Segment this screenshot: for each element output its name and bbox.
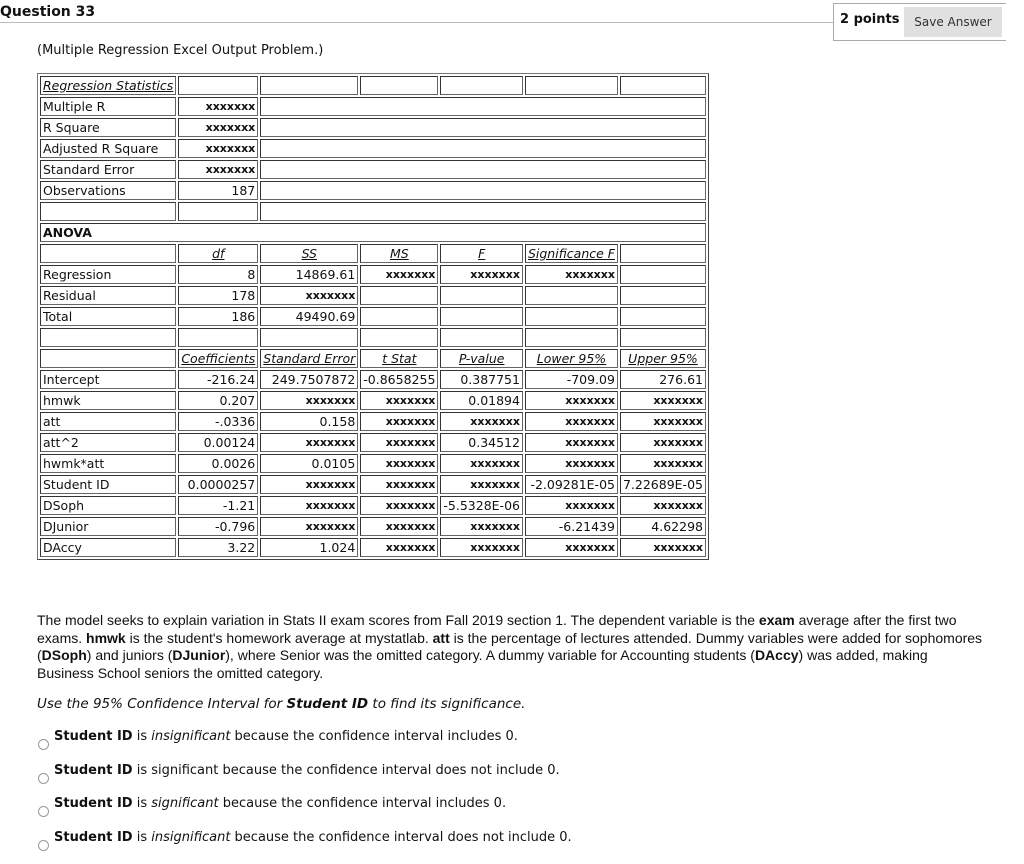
description-text: The model seeks to explain variation in Stats II exam scores from Fall 2019 section 1. The dependent variable is the (37, 612, 759, 628)
radio-button[interactable] (38, 806, 49, 817)
table-cell: xxxxxxx (620, 433, 706, 452)
stats-row (40, 118, 706, 137)
table-cell: Total (40, 307, 176, 326)
option-label (54, 796, 506, 811)
table-cell (260, 76, 358, 95)
table-cell: 0.00124 (178, 433, 258, 452)
table-cell (620, 76, 706, 95)
points-label: 2 points (840, 12, 900, 27)
stats-row (40, 97, 706, 116)
table-cell: 14869.61 (260, 265, 358, 284)
table-cell: DJunior (40, 517, 176, 536)
table-cell: xxxxxxx (525, 433, 618, 452)
table-cell: xxxxxxx (525, 538, 618, 557)
table-cell: xxxxxxx (440, 412, 523, 431)
table-cell: hmwk (40, 391, 176, 410)
blank-row (40, 202, 706, 221)
table-cell (620, 307, 706, 326)
stats-row (40, 160, 706, 179)
divider (0, 22, 840, 23)
description-text: average after the first two exams. (37, 612, 957, 646)
variable-name: att (432, 629, 450, 646)
table-cell: Regression Statistics (40, 76, 176, 95)
table-cell: xxxxxxx (178, 97, 258, 116)
description-text: ) and juniors ( (86, 647, 173, 663)
table-cell (40, 202, 176, 221)
anova-header-row (40, 244, 706, 263)
table-cell (260, 97, 706, 116)
table-cell: xxxxxxx (360, 265, 438, 284)
option-text: because the confidence interval includes 0. (230, 729, 518, 744)
table-cell: 4.62298 (620, 517, 706, 536)
table-cell: xxxxxxx (360, 517, 438, 536)
table-cell: DAccy (40, 538, 176, 557)
anova-row (40, 286, 706, 305)
table-cell: -5.5328E-06 (440, 496, 523, 515)
coef-row (40, 517, 706, 536)
table-cell: xxxxxxx (440, 517, 523, 536)
table-cell (620, 328, 706, 347)
table-cell (525, 286, 618, 305)
table-cell: 0.0105 (260, 454, 358, 473)
table-cell: xxxxxxx (260, 391, 358, 410)
table-cell: MS (360, 244, 438, 263)
table-cell (360, 76, 438, 95)
variable-name: DJunior (172, 647, 226, 663)
option-text: significant (151, 796, 219, 811)
table-cell: xxxxxxx (260, 496, 358, 515)
coef-row (40, 454, 706, 473)
table-cell: SS (260, 244, 358, 263)
table-cell: xxxxxxx (440, 538, 523, 557)
option-text: is (132, 729, 152, 744)
table-cell: Residual (40, 286, 176, 305)
table-cell: xxxxxxx (620, 496, 706, 515)
table-cell: xxxxxxx (360, 475, 438, 494)
table-cell (620, 265, 706, 284)
option-text: is significant because the confidence interval does not include 0. (132, 762, 560, 778)
table-cell: xxxxxxx (360, 538, 438, 557)
table-cell: 0.207 (178, 391, 258, 410)
table-cell: xxxxxxx (620, 454, 706, 473)
option-text: Student ID (54, 829, 133, 845)
description-text: ), where Senior was the omitted category. A dummy variable for Accounting students ( (225, 647, 755, 663)
table-cell: att (40, 412, 176, 431)
option-label (54, 729, 518, 744)
table-cell: Coefficients (178, 349, 258, 368)
anova-row (40, 307, 706, 326)
table-cell: 178 (178, 286, 258, 305)
blank-row (40, 328, 706, 347)
table-cell (440, 286, 523, 305)
coef-header-row (40, 349, 706, 368)
table-cell: xxxxxxx (440, 265, 523, 284)
table-cell (360, 307, 438, 326)
coef-row (40, 433, 706, 452)
variable-name: DAccy (754, 647, 799, 663)
question-instruction: Use the 95% Confidence Interval for Student ID to find its significance. (37, 696, 526, 712)
coef-row (40, 538, 706, 557)
variable-name: DSoph (41, 647, 87, 663)
table-cell: 0.34512 (440, 433, 523, 452)
table-cell: xxxxxxx (360, 496, 438, 515)
table-cell: 0.158 (260, 412, 358, 431)
anova-title-row (40, 223, 706, 242)
table-cell (525, 328, 618, 347)
table-cell: xxxxxxx (260, 433, 358, 452)
table-cell: 0.0000257 (178, 475, 258, 494)
table-cell: xxxxxxx (440, 475, 523, 494)
table-cell: xxxxxxx (620, 538, 706, 557)
table-cell (260, 202, 706, 221)
option-text: insignificant (151, 729, 231, 744)
regression-output-table (37, 73, 709, 560)
stats-header-row (40, 76, 706, 95)
question-intro: (Multiple Regression Excel Output Problem.) (37, 43, 324, 58)
table-cell (360, 286, 438, 305)
table-cell: Student ID (40, 475, 176, 494)
table-cell: xxxxxxx (178, 160, 258, 179)
table-cell (440, 328, 523, 347)
table-cell: Standard Error (260, 349, 358, 368)
table-cell: 186 (178, 307, 258, 326)
option-text: is (132, 829, 152, 845)
radio-button[interactable] (38, 739, 49, 750)
table-cell: 7.22689E-05 (620, 475, 706, 494)
table-cell: xxxxxxx (260, 475, 358, 494)
table-cell: P-value (440, 349, 523, 368)
option-text: Student ID (54, 796, 133, 811)
table-cell (40, 244, 176, 263)
table-cell: xxxxxxx (525, 391, 618, 410)
option-text: because the confidence interval includes 0. (218, 796, 507, 811)
coef-row (40, 412, 706, 431)
coef-row (40, 391, 706, 410)
table-cell (525, 76, 618, 95)
stats-row (40, 181, 706, 200)
option-text: Student ID (54, 729, 133, 744)
table-cell: F (440, 244, 523, 263)
table-cell: 187 (178, 181, 258, 200)
table-cell: xxxxxxx (178, 118, 258, 137)
table-cell: Upper 95% (620, 349, 706, 368)
table-cell: Significance F (525, 244, 618, 263)
table-cell: -6.21439 (525, 517, 618, 536)
table-cell (360, 328, 438, 347)
variable-name: exam (758, 612, 795, 628)
table-cell: att^2 (40, 433, 176, 452)
table-cell: Intercept (40, 370, 176, 389)
table-cell: -2.09281E-05 (525, 475, 618, 494)
question-title: Question 33 (0, 4, 96, 20)
coef-row (40, 370, 706, 389)
table-cell (440, 307, 523, 326)
radio-button[interactable] (38, 840, 49, 851)
table-cell: xxxxxxx (620, 412, 706, 431)
table-cell: xxxxxxx (360, 433, 438, 452)
variable-name: hmwk (86, 629, 126, 646)
table-cell (40, 349, 176, 368)
table-cell: DSoph (40, 496, 176, 515)
table-cell (260, 160, 706, 179)
table-cell: 0.01894 (440, 391, 523, 410)
table-cell: -709.09 (525, 370, 618, 389)
anova-row (40, 265, 706, 284)
table-cell: 0.0026 (178, 454, 258, 473)
table-cell (178, 328, 258, 347)
table-cell: xxxxxxx (260, 517, 358, 536)
table-cell: -1.21 (178, 496, 258, 515)
table-cell (440, 76, 523, 95)
option-text: is (132, 796, 152, 811)
table-cell: Multiple R (40, 97, 176, 116)
table-cell: 276.61 (620, 370, 706, 389)
question-description (37, 612, 987, 682)
table-cell: xxxxxxx (360, 391, 438, 410)
description-text: ) was added, making Business School seniors the omitted category. (37, 647, 928, 681)
save-answer-button[interactable]: Save Answer (904, 7, 1002, 37)
table-cell (620, 244, 706, 263)
table-cell: xxxxxxx (360, 412, 438, 431)
table-cell (525, 307, 618, 326)
table-cell: 3.22 (178, 538, 258, 557)
table-cell: xxxxxxx (440, 454, 523, 473)
option-label (54, 830, 572, 845)
table-cell (620, 286, 706, 305)
table-cell: 249.7507872 (260, 370, 358, 389)
table-cell: Regression (40, 265, 176, 284)
table-cell: 8 (178, 265, 258, 284)
table-cell (178, 76, 258, 95)
table-cell (260, 139, 706, 158)
table-cell: R Square (40, 118, 176, 137)
table-cell: xxxxxxx (178, 139, 258, 158)
table-cell (260, 181, 706, 200)
option-text: insignificant (151, 829, 231, 845)
table-cell: 49490.69 (260, 307, 358, 326)
table-cell: t Stat (360, 349, 438, 368)
option-text: because the confidence interval does not include 0. (230, 829, 572, 845)
table-cell: df (178, 244, 258, 263)
radio-button[interactable] (38, 773, 49, 784)
table-cell: xxxxxxx (620, 391, 706, 410)
table-cell (40, 328, 176, 347)
table-cell: -216.24 (178, 370, 258, 389)
table-cell (260, 328, 358, 347)
table-cell: xxxxxxx (525, 412, 618, 431)
table-cell: xxxxxxx (525, 265, 618, 284)
description-text: is the student's homework average at mystatlab. (125, 629, 433, 646)
coef-row (40, 475, 706, 494)
table-cell: -0.796 (178, 517, 258, 536)
table-cell: 0.387751 (440, 370, 523, 389)
option-text: Student ID (54, 762, 133, 778)
table-cell (178, 202, 258, 221)
stats-row (40, 139, 706, 158)
table-cell: xxxxxxx (260, 286, 358, 305)
points-box (833, 3, 1006, 41)
table-cell: hwmk*att (40, 454, 176, 473)
table-cell: Adjusted R Square (40, 139, 176, 158)
table-cell (260, 118, 706, 137)
table-cell: xxxxxxx (360, 454, 438, 473)
table-cell: xxxxxxx (525, 454, 618, 473)
table-cell: -0.8658255 (360, 370, 438, 389)
table-cell: -.0336 (178, 412, 258, 431)
table-cell: 1.024 (260, 538, 358, 557)
table-cell: Observations (40, 181, 176, 200)
table-cell: ANOVA (40, 223, 706, 242)
description-text: is the percentage of lectures attended. Dummy variables were added for sophomores ( (37, 629, 983, 663)
option-label (54, 763, 560, 778)
table-cell: Standard Error (40, 160, 176, 179)
table-cell: Lower 95% (525, 349, 618, 368)
table-cell: xxxxxxx (525, 496, 618, 515)
coef-row (40, 496, 706, 515)
